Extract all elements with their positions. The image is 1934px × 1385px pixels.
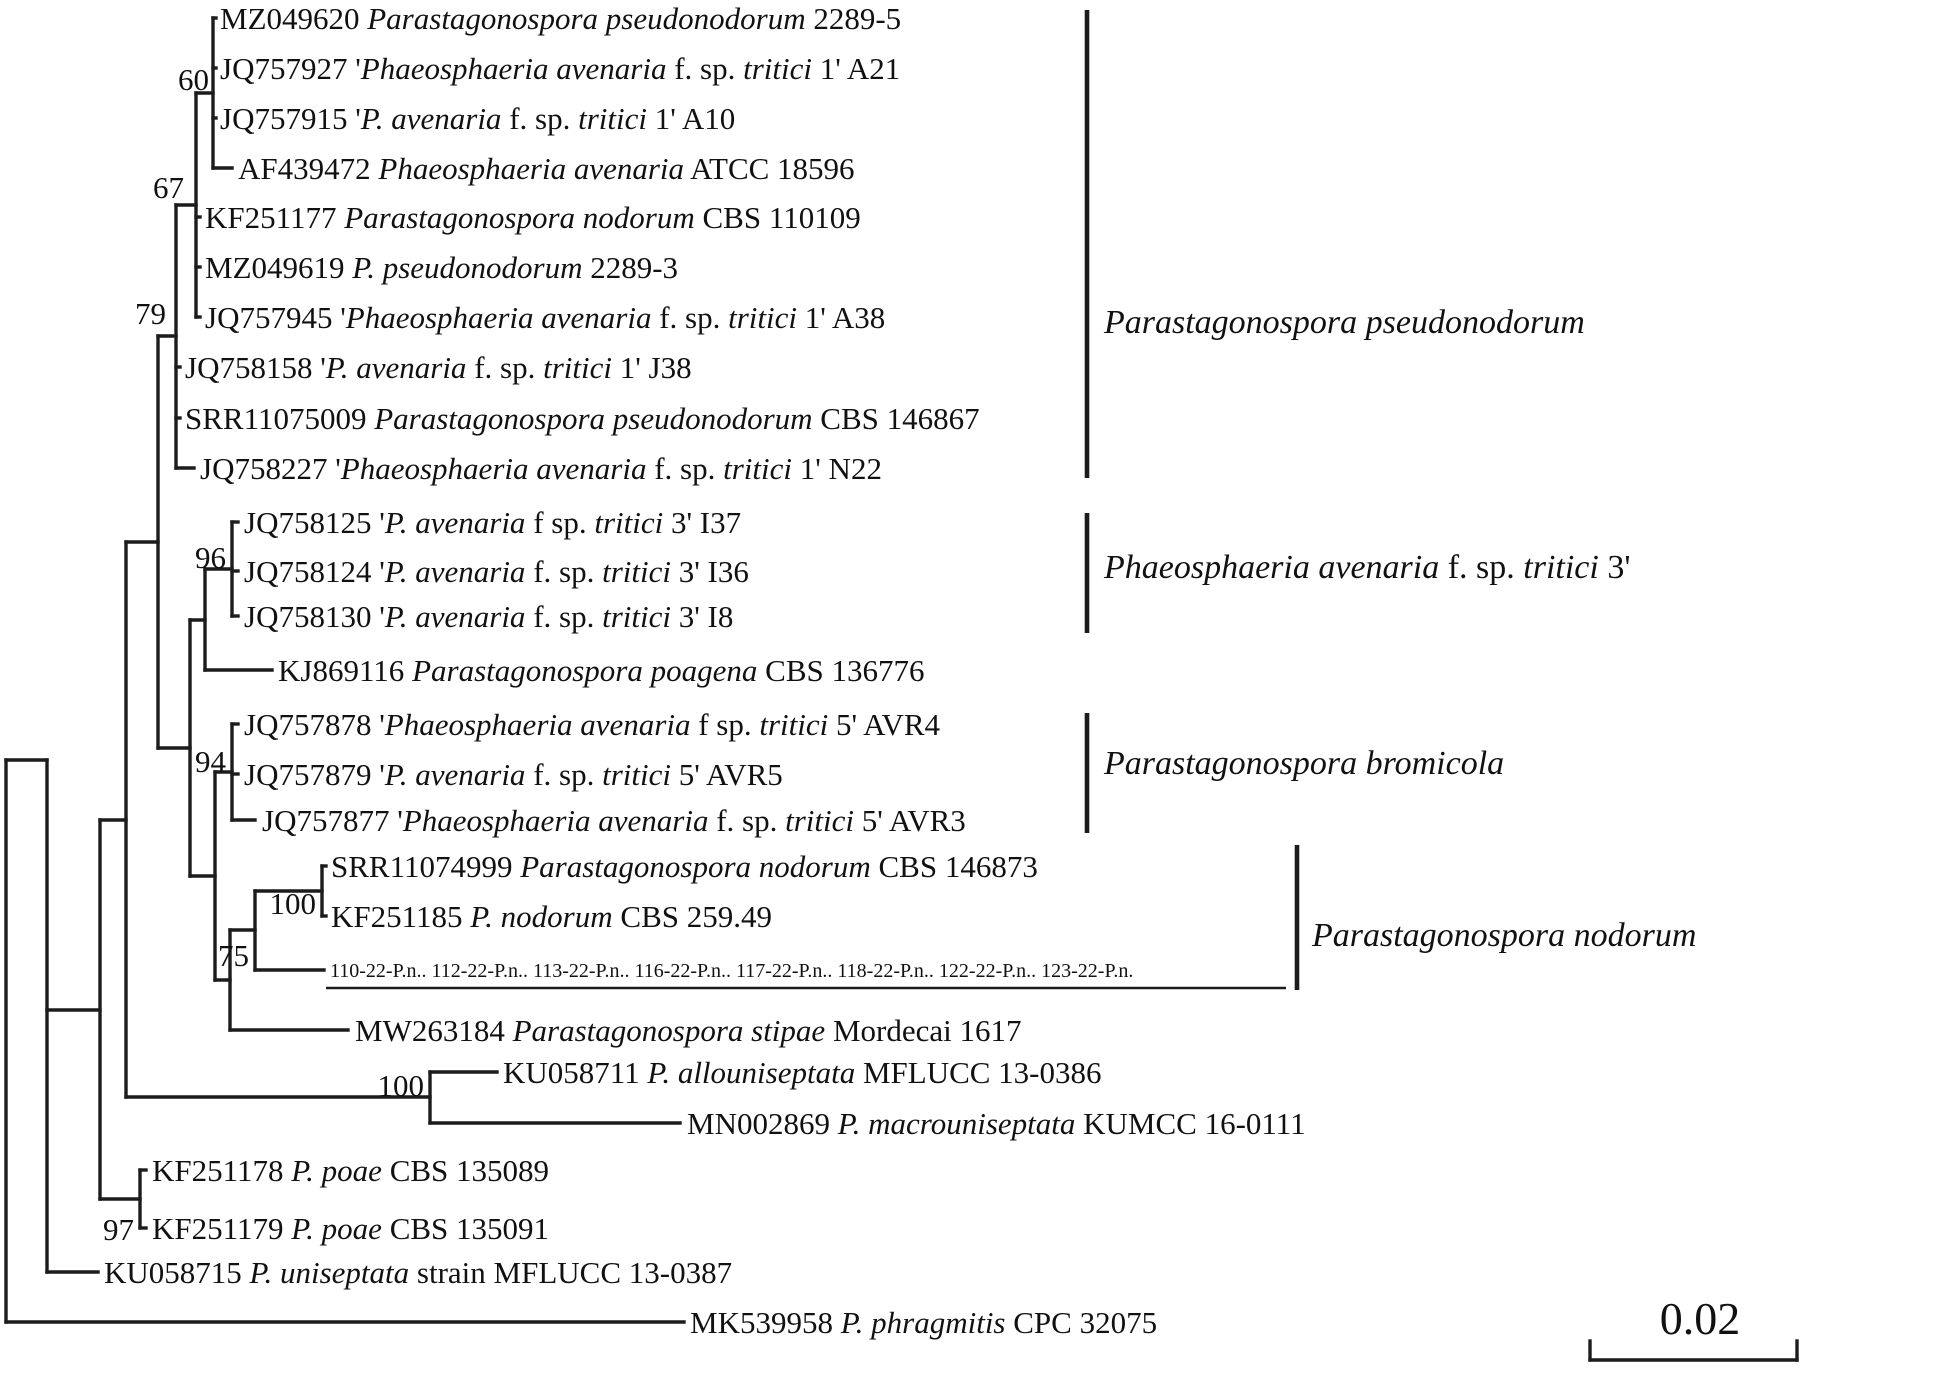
bootstrap-value: 60: [178, 62, 209, 97]
taxon-label: MZ049620 Parastagonospora pseudonodorum 2289-5: [220, 1, 902, 36]
bootstrap-value: 75: [218, 938, 249, 973]
taxon-label: 110-22-P.n.. 112-22-P.n.. 113-22-P.n.. 116-22-P.n.. 117-22-P.n.. 118-22-P.n.. 122-22-P.n.. 123-22-P.n.: [330, 960, 1134, 982]
bootstrap-value: 100: [269, 886, 316, 921]
taxon-label: KF251178 P. poae CBS 135089: [152, 1153, 550, 1188]
taxon-labels: [104, 1, 1306, 1340]
taxon-label: SRR11075009 Parastagonospora pseudonodorum CBS 146867: [185, 401, 980, 436]
bootstrap-value: 94: [195, 744, 226, 779]
clade-label: Parastagonospora nodorum: [1312, 917, 1697, 954]
bootstrap-value: 97: [103, 1212, 134, 1247]
taxon-label: KU058711 P. allouniseptata MFLUCC 13-0386: [503, 1055, 1102, 1090]
taxon-label: KF251185 P. nodorum CBS 259.49: [331, 899, 772, 934]
taxon-label: JQ757945 'Phaeosphaeria avenaria f. sp. tritici 1' A38: [205, 300, 886, 335]
taxon-label: JQ758125 'P. avenaria f sp. tritici 3' I37: [244, 505, 742, 540]
taxon-label: AF439472 Phaeosphaeria avenaria ATCC 18596: [238, 151, 855, 186]
taxon-label: JQ757879 'P. avenaria f. sp. tritici 5' AVR5: [244, 757, 783, 792]
taxon-label: SRR11074999 Parastagonospora nodorum CBS 146873: [331, 849, 1038, 884]
scale-bar-label: 0.02: [1659, 1293, 1741, 1344]
taxon-label: JQ757877 'Phaeosphaeria avenaria f. sp. tritici 5' AVR3: [262, 803, 966, 838]
taxon-label: JQ757915 'P. avenaria f. sp. tritici 1' A10: [220, 101, 736, 136]
clade-label: Phaeosphaeria avenaria f. sp. tritici 3': [1104, 549, 1631, 586]
taxon-label: JQ758124 'P. avenaria f. sp. tritici 3' I36: [244, 554, 749, 589]
taxon-label: KF251179 P. poae CBS 135091: [152, 1211, 550, 1246]
bootstrap-value: 67: [153, 170, 184, 205]
bootstrap-value: 79: [135, 296, 166, 331]
clade-labels: [1103, 304, 1696, 954]
bootstrap-value: 96: [195, 540, 226, 575]
taxon-label: KJ869116 Parastagonospora poagena CBS 136776: [278, 653, 925, 688]
taxon-label: KF251177 Parastagonospora nodorum CBS 110109: [205, 200, 861, 235]
taxon-label: MN002869 P. macrouniseptata KUMCC 16-0111: [687, 1106, 1306, 1141]
scale-bar: [1590, 1293, 1797, 1360]
taxon-label: MW263184 Parastagonospora stipae Mordecai 1617: [355, 1013, 1022, 1048]
clade-label: Parastagonospora bromicola: [1104, 745, 1505, 782]
taxon-label: JQ758227 'Phaeosphaeria avenaria f. sp. tritici 1' N22: [200, 451, 882, 486]
taxon-label: KU058715 P. uniseptata strain MFLUCC 13-0387: [104, 1255, 733, 1290]
taxon-label: MZ049619 P. pseudonodorum 2289-3: [205, 250, 679, 285]
taxon-label: MK539958 P. phragmitis CPC 32075: [690, 1305, 1158, 1340]
bootstrap-value: 100: [377, 1068, 424, 1103]
clade-brackets: [1087, 10, 1297, 990]
taxon-label: JQ757878 'Phaeosphaeria avenaria f sp. tritici 5' AVR4: [244, 707, 941, 742]
taxon-label: JQ758130 'P. avenaria f. sp. tritici 3' I8: [244, 599, 734, 634]
taxon-label: JQ757927 'Phaeosphaeria avenaria f. sp. tritici 1' A21: [220, 51, 901, 86]
clade-label: Parastagonospora pseudonodorum: [1104, 304, 1585, 341]
taxon-label: JQ758158 'P. avenaria f. sp. tritici 1' J38: [185, 350, 692, 385]
